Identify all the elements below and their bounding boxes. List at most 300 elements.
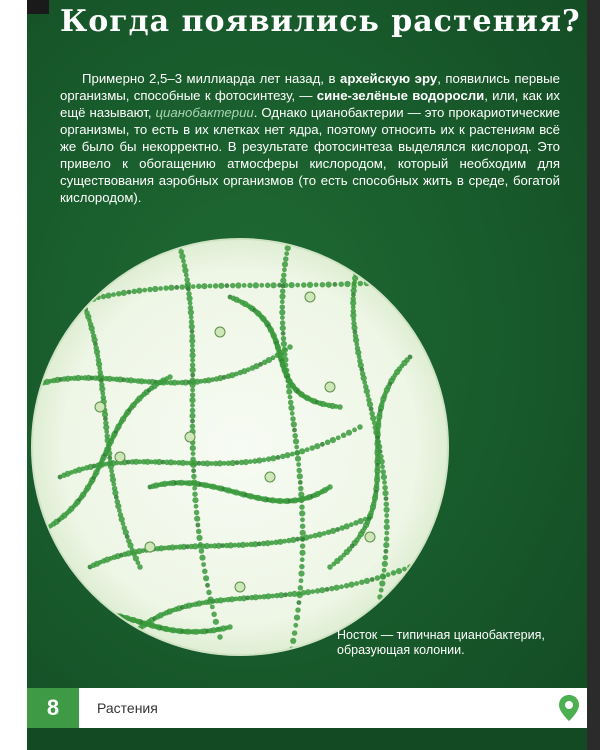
- filament-cell: [131, 289, 137, 295]
- filament-cell: [270, 455, 276, 461]
- filament-cell: [56, 306, 62, 312]
- filament-cell: [299, 564, 305, 570]
- filament-cell: [290, 416, 296, 422]
- filament-cell: [72, 610, 78, 616]
- filament-cell: [337, 404, 343, 410]
- filament-cell: [336, 435, 341, 440]
- filament-cell: [78, 610, 84, 616]
- filament-cell: [377, 280, 383, 286]
- filament-cell: [370, 577, 375, 582]
- filament-cell: [74, 285, 79, 290]
- filament-cell: [403, 278, 409, 284]
- filament-cell: [190, 419, 195, 424]
- left-page-edge: [0, 0, 27, 750]
- filament-cell: [280, 299, 285, 304]
- filament-cell: [386, 572, 391, 577]
- filament-cell: [305, 447, 310, 452]
- filament-cell: [366, 393, 371, 398]
- filament-cell: [188, 309, 194, 315]
- filament-cell: [248, 459, 253, 464]
- filament-cell: [281, 284, 286, 289]
- heterocyst-cell: [115, 452, 125, 462]
- filament-cell: [300, 530, 306, 536]
- filament-cell: [34, 530, 40, 536]
- filament-cell: [294, 445, 299, 450]
- filament-cell: [314, 282, 319, 287]
- filament-cell: [182, 267, 188, 273]
- filament-cell: [190, 457, 196, 463]
- filament-cell: [68, 275, 73, 280]
- filament-cell: [297, 473, 303, 479]
- filament-cell: [136, 288, 142, 294]
- filament-cell: [75, 288, 81, 294]
- filament-cell: [292, 428, 297, 433]
- filament-cell: [218, 283, 224, 289]
- filament-cell: [121, 290, 127, 296]
- filament-cell: [211, 612, 217, 618]
- filament-cell: [199, 555, 205, 561]
- filament-cell: [292, 433, 298, 439]
- filament-cell: [370, 415, 376, 421]
- filament-cell: [105, 293, 111, 299]
- filament-cell: [227, 624, 233, 630]
- filament-cell: [127, 290, 132, 295]
- filament-cell: [189, 315, 194, 320]
- filament-cell: [189, 324, 195, 330]
- filament-cell: [104, 429, 109, 434]
- filament-cell: [76, 292, 82, 298]
- filament-cell: [284, 251, 289, 256]
- heterocyst-cell: [215, 327, 225, 337]
- filament-cell: [355, 262, 361, 268]
- filament-cell: [299, 578, 304, 583]
- filament-cell: [190, 408, 196, 414]
- filament-cell: [80, 299, 86, 305]
- filament-cell: [384, 524, 390, 530]
- filament-cell: [191, 451, 196, 456]
- filament-cell: [217, 634, 223, 640]
- filament-cell: [230, 283, 236, 289]
- filament-cell: [38, 315, 43, 320]
- filament-cell: [301, 282, 307, 288]
- filament-cell: [299, 448, 305, 454]
- corner-shadow: [27, 0, 49, 14]
- filament-cell: [201, 562, 206, 567]
- filament-cell: [76, 610, 81, 615]
- filament-cell: [213, 283, 219, 289]
- filament-cell: [281, 341, 287, 347]
- filament-cell: [298, 486, 304, 492]
- filament-cell: [281, 272, 287, 278]
- filament-cell: [280, 304, 286, 310]
- filament-cell: [290, 411, 295, 416]
- filament-cell: [130, 632, 136, 638]
- filament-cell: [203, 575, 209, 581]
- filament-cell: [187, 295, 193, 301]
- filament-cell: [196, 535, 202, 541]
- filament-cell: [71, 302, 77, 308]
- heterocyst-cell: [185, 432, 195, 442]
- filament-cell: [298, 585, 304, 591]
- filament-cell: [107, 612, 112, 617]
- filament-cell: [30, 385, 32, 390]
- filament-cell: [81, 299, 86, 304]
- filament-cell: [298, 480, 303, 485]
- filament-cell: [382, 568, 387, 573]
- filament-cell: [30, 535, 32, 540]
- filament-cell: [282, 261, 288, 267]
- filament-cell: [383, 542, 389, 548]
- filament-cell: [194, 516, 200, 522]
- filament-cell: [288, 395, 293, 400]
- filament-cell: [295, 283, 300, 288]
- right-page-edge: [587, 0, 600, 750]
- filament-cell: [190, 329, 195, 334]
- filament-cell: [319, 587, 325, 593]
- filament-cell: [265, 283, 271, 289]
- filament-cell: [190, 373, 195, 378]
- filament-cell: [300, 537, 305, 542]
- filament-cell: [295, 456, 301, 462]
- filament-cell: [344, 583, 350, 589]
- filament-cell: [349, 582, 355, 588]
- filament-cell: [384, 501, 390, 507]
- page-title: Когда появились растения?: [60, 4, 581, 39]
- filament-cell: [327, 484, 333, 490]
- filament-cell: [179, 284, 185, 290]
- filament-cell: [191, 474, 197, 480]
- filament-cell: [397, 278, 403, 284]
- filament-cell: [181, 259, 186, 264]
- filament-cell: [174, 285, 179, 290]
- filament-cell: [109, 469, 114, 474]
- filament-cell: [384, 531, 389, 536]
- filament-cell: [63, 611, 69, 617]
- filament-cell: [359, 579, 365, 585]
- filament-cell: [396, 568, 402, 574]
- paragraph-text: , или, как их ещё называют,: [60, 88, 560, 120]
- filament-cell: [296, 468, 302, 474]
- microscope-image: [30, 237, 450, 657]
- filament-cell: [344, 281, 350, 287]
- filament-cell: [114, 495, 119, 500]
- page-number: 8: [27, 688, 79, 728]
- filament-cell: [288, 400, 294, 406]
- section-label: Растения: [97, 700, 158, 716]
- filament-cell: [280, 325, 286, 331]
- filament-cell: [356, 259, 362, 265]
- filament-cell: [292, 630, 298, 636]
- highlight-term: сине-зелёные водоросли: [316, 88, 485, 103]
- filament-cell: [112, 490, 118, 496]
- filament-cell: [190, 382, 196, 388]
- filament-cell: [391, 570, 397, 576]
- filament-cell: [115, 503, 121, 509]
- filament-cell: [299, 510, 305, 516]
- filament-cell: [300, 523, 306, 529]
- filament-cell: [362, 380, 367, 385]
- filament-cell: [300, 543, 306, 549]
- filament-cell: [382, 490, 388, 496]
- filament-cell: [346, 430, 352, 436]
- filament-cell: [383, 555, 389, 561]
- filament-cell: [280, 315, 285, 320]
- filament-cell: [295, 450, 301, 456]
- filament-cell: [335, 527, 340, 532]
- filament-cell: [280, 320, 286, 326]
- filament-cell: [320, 282, 326, 288]
- filament-cell: [295, 607, 301, 613]
- filament-cell: [384, 513, 389, 518]
- filament-cell: [247, 283, 253, 289]
- filament-cell: [384, 507, 390, 513]
- filament-cell: [299, 550, 305, 556]
- filament-cell: [100, 611, 105, 616]
- filament-cell: [317, 532, 323, 538]
- filament-cell: [190, 343, 195, 348]
- filament-cell: [289, 282, 295, 288]
- filament-cell: [375, 575, 381, 581]
- filament-cell: [42, 527, 48, 533]
- location-pin-icon: [557, 694, 581, 722]
- heterocyst-cell: [365, 532, 375, 542]
- filament-cell: [128, 635, 133, 640]
- heterocyst-cell: [235, 582, 245, 592]
- filament-cell: [437, 274, 443, 280]
- filament-cell: [358, 281, 364, 287]
- heterocyst-cell: [265, 472, 275, 482]
- filament-cell: [163, 285, 169, 291]
- filament-cell: [132, 629, 138, 635]
- filament-cell: [34, 382, 40, 388]
- filament-cell: [283, 592, 288, 597]
- filament-cell: [51, 613, 57, 619]
- filament-cell: [344, 523, 350, 529]
- filament-cell: [185, 281, 191, 287]
- filament-cell: [381, 474, 387, 480]
- filament-cell: [102, 611, 108, 617]
- filament-cell: [189, 397, 195, 403]
- filament-cell: [382, 485, 388, 491]
- filament-cell: [381, 574, 387, 580]
- filament-cell: [168, 285, 174, 291]
- filament-cell: [329, 586, 335, 592]
- filament-cell: [31, 383, 37, 389]
- filament-cell: [190, 388, 195, 393]
- filament-cell: [242, 283, 247, 288]
- filament-cell: [364, 578, 370, 584]
- filament-cell: [31, 533, 37, 539]
- filament-cell: [96, 610, 102, 616]
- filament-cell: [152, 286, 158, 292]
- filament-cell: [290, 452, 295, 457]
- filament-cell: [300, 517, 305, 522]
- filament-cell: [198, 542, 203, 547]
- filament-cell: [391, 279, 396, 284]
- filament-cell: [287, 344, 293, 350]
- filament-cell: [288, 405, 294, 411]
- filament-cell: [327, 564, 333, 570]
- filament-cell: [116, 291, 122, 297]
- filament-cell: [354, 581, 359, 586]
- filament-cell: [191, 284, 196, 289]
- filament-cell: [291, 421, 297, 427]
- filament-cell: [358, 255, 363, 260]
- filament-cell: [354, 267, 359, 272]
- filament-cell: [202, 569, 208, 575]
- filament-cell: [349, 522, 354, 527]
- filament-cell: [190, 367, 196, 373]
- paragraph-text: . Однако цианобактерии — это прокариотические организмы, то есть в их клетках нет ядра, поэтому относить их к растениям всё же было бы некорректно. В результате фотосинтеза выделялся кислород. Это привело к обогащению атмосферы кислородом, который необходим для существования аэробных организмов (то есть способных жить в среде, богатой кислородом).: [60, 105, 560, 205]
- filament-cell: [339, 584, 344, 589]
- filament-cell: [60, 611, 66, 617]
- paragraph-text: Примерно 2,5–3 миллиарда лет назад, в: [82, 71, 340, 86]
- filament-cell: [213, 619, 219, 625]
- filament-cell: [92, 610, 97, 615]
- image-caption: Носток — типичная цианобактерия, образующая колонии.: [337, 628, 545, 657]
- filament-cell: [42, 312, 48, 318]
- filament-cell: [66, 303, 71, 308]
- paragraph-text: , появились первые организмы, способные к фотосинтезу, —: [60, 71, 560, 103]
- filament-cell: [190, 462, 196, 468]
- filament-cell: [46, 310, 52, 316]
- filament-cell: [67, 611, 72, 616]
- filament-cell: [384, 536, 390, 542]
- filament-cell: [199, 548, 205, 554]
- filament-cell: [307, 282, 313, 288]
- filament-cell: [190, 403, 195, 408]
- filament-cell: [279, 309, 285, 315]
- filament-cell: [186, 287, 191, 292]
- filament-cell: [322, 531, 327, 536]
- filament-cell: [320, 442, 325, 447]
- filament-cell: [288, 237, 293, 239]
- filament-cell: [417, 277, 423, 283]
- filament-cell: [341, 433, 347, 439]
- filament-cell: [352, 428, 357, 433]
- filament-cell: [297, 600, 302, 605]
- filament-cell: [225, 283, 230, 288]
- heterocyst-cell: [325, 382, 335, 392]
- filament-cell: [137, 564, 143, 570]
- filament-cell: [58, 612, 63, 617]
- filament-cell: [325, 440, 331, 446]
- filament-cell: [310, 589, 315, 594]
- filament-cell: [297, 592, 303, 598]
- heterocyst-cell: [305, 292, 315, 302]
- filament-cell: [48, 615, 53, 620]
- filament-cell: [188, 301, 193, 306]
- filament-cell: [330, 437, 336, 443]
- filament-cell: [81, 609, 87, 615]
- filament-cell: [84, 610, 89, 615]
- filament-cell: [256, 457, 262, 463]
- filament-cell: [411, 278, 416, 283]
- filament-cell: [194, 504, 199, 509]
- filament-cell: [194, 510, 200, 516]
- filament-cell: [111, 482, 116, 487]
- filament-cell: [309, 445, 315, 451]
- filament-cell: [201, 283, 207, 289]
- filament-cell: [192, 491, 198, 497]
- filament-cell: [142, 288, 147, 293]
- filament-cell: [79, 296, 84, 301]
- filament-cell: [290, 638, 296, 644]
- filament-cell: [179, 253, 185, 259]
- highlight-term: архейскую эру: [339, 71, 438, 86]
- filament-cell: [379, 588, 384, 593]
- filament-cell: [280, 278, 286, 284]
- page-footer: [27, 688, 587, 728]
- filament-cell: [293, 623, 298, 628]
- filament-cell: [431, 275, 436, 280]
- filament-cell: [380, 469, 386, 475]
- filament-cell: [253, 282, 259, 288]
- filament-cell: [367, 401, 373, 407]
- filament-cell: [89, 609, 95, 615]
- filament-cell: [208, 284, 213, 289]
- filament-cell: [287, 654, 293, 657]
- filament-cell: [286, 389, 292, 395]
- filament-cell: [281, 336, 287, 342]
- filament-cell: [369, 407, 374, 412]
- filament-cell: [75, 300, 81, 306]
- filament-cell: [299, 504, 305, 510]
- filament-cell: [300, 557, 305, 562]
- filament-cell: [283, 256, 289, 262]
- filament-cell: [308, 534, 313, 539]
- filament-cell: [305, 589, 311, 595]
- filament-cell: [196, 529, 202, 535]
- filament-cell: [279, 293, 285, 299]
- filament-cell: [189, 413, 195, 419]
- filament-cell: [191, 468, 196, 473]
- filament-cell: [158, 286, 163, 291]
- filament-cell: [61, 304, 67, 310]
- filament-cell: [69, 278, 75, 284]
- filament-cell: [71, 281, 77, 287]
- filament-cell: [190, 424, 196, 430]
- filament-cell: [384, 496, 389, 501]
- filament-cell: [325, 587, 330, 592]
- filament-cell: [382, 480, 387, 485]
- filament-cell: [298, 571, 304, 577]
- filament-cell: [276, 455, 281, 460]
- filament-cell: [380, 464, 385, 469]
- filament-cell: [326, 282, 332, 288]
- filament-cell: [54, 612, 60, 618]
- filament-cell: [190, 445, 196, 451]
- filament-cell: [357, 424, 363, 430]
- filament-cell: [192, 497, 198, 503]
- filament-cell: [379, 580, 385, 586]
- filament-cell: [282, 267, 287, 272]
- heterocyst-cell: [95, 402, 105, 412]
- filament-cell: [167, 374, 173, 380]
- filament-cell: [294, 615, 300, 621]
- filament-cell: [293, 438, 299, 444]
- filament-cell: [314, 443, 320, 449]
- bottom-band: [27, 728, 587, 750]
- italic-term: цианобактерии: [155, 105, 254, 120]
- filament-cell: [196, 284, 202, 290]
- filament-cell: [271, 282, 277, 288]
- filament-cell: [184, 273, 189, 278]
- filament-cell: [384, 519, 390, 525]
- filament-cell: [235, 282, 241, 288]
- filament-cell: [383, 279, 389, 285]
- filament-cell: [111, 292, 116, 297]
